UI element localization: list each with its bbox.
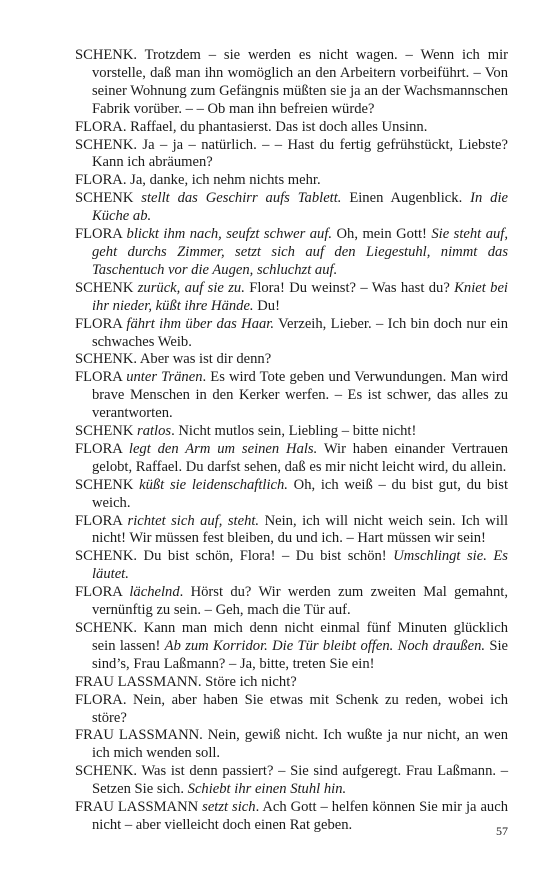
stage-direction: blickt ihm nach, seufzt schwer auf.: [126, 226, 333, 243]
dialogue-paragraph: [75, 226, 508, 280]
dialogue-text: . Ach Gott – helfen können Sie mir ja auch nicht – aber vielleicht doch einen Rat geben.: [92, 799, 509, 833]
dialogue-paragraph: [75, 119, 508, 137]
dialogue-paragraph: [75, 584, 508, 620]
dialogue-paragraph: [75, 477, 508, 513]
page-number: 57: [496, 824, 508, 838]
stage-direction: unter Tränen: [126, 369, 203, 386]
stage-direction: setzt sich: [202, 799, 256, 816]
stage-direction: stellt das Geschirr aufs Tablett.: [141, 190, 342, 207]
dialogue-text: FRAU LASSMANN. Störe ich nicht?: [75, 673, 297, 690]
dialogue-paragraph: [75, 369, 508, 423]
dialogue-paragraph: [75, 620, 508, 674]
dialogue-text: SCHENK. Was ist denn passiert? – Sie sind aufgeregt. Frau Laßmann. – Setzen Sie sich.: [75, 763, 508, 798]
dialogue-paragraph: [75, 763, 508, 799]
play-text: [75, 47, 508, 835]
dialogue-text: SCHENK. Ja – ja – natürlich. – – Hast du fertig gefrühstückt, Liebste? Kann ich abräumen?: [75, 136, 508, 171]
dialogue-text: FRAU LASSMANN: [75, 799, 203, 816]
dialogue-text: . Es wird Tote geben und Verwundungen. Man wird brave Menschen in den Kerker werfen. – Es ist schwer, das alles zu verantworten.: [92, 369, 509, 422]
dialogue-paragraph: [75, 190, 508, 226]
dialogue-text: FLORA: [75, 369, 127, 386]
stage-direction: richtet sich auf, steht.: [127, 512, 260, 529]
stage-direction: ratlos: [137, 423, 172, 440]
dialogue-paragraph: [75, 172, 508, 190]
stage-direction: legt den Arm um seinen Hals.: [128, 440, 318, 457]
dialogue-paragraph: [75, 316, 508, 352]
dialogue-text: FLORA: [75, 440, 129, 457]
dialogue-text: SCHENK. Trotzdem – sie werden es nicht wagen. – Wenn ich mir vorstelle, daß man ihn womöglich an den Arbeitern vorbeiführt. – Von seiner Wohnung zum Gefängnis müßten sie ja an der Wachsmannschen Fabrik vorüber. – – Ob man ihn befreien würde?: [75, 47, 508, 117]
stage-direction: lächelnd: [129, 584, 180, 601]
dialogue-text: SCHENK: [75, 190, 142, 207]
stage-direction: Ab zum Korridor. Die Tür bleibt offen. Noch draußen.: [164, 637, 486, 654]
dialogue-paragraph: [75, 674, 508, 692]
dialogue-text: Nein, ich will nicht weich sein. Ich will nicht! Wir müssen fest bleiben, du und ich. – Hart müssen wir sein!: [92, 512, 509, 547]
dialogue-text: FLORA. Nein, aber haben Sie etwas mit Schenk zu reden, wobei ich störe?: [75, 691, 508, 726]
dialogue-paragraph: [75, 513, 508, 549]
dialogue-paragraph: [75, 351, 508, 369]
stage-direction: In die Küche ab.: [92, 190, 509, 225]
dialogue-text: SCHENK: [75, 476, 140, 493]
dialogue-text: Wir haben einander Vertrauen gelobt, Raffael. Du darfst sehen, daß es mir nicht leicht wird, du allein.: [92, 440, 509, 475]
stage-direction: Schiebt ihr einen Stuhl hin.: [187, 781, 347, 798]
dialogue-paragraph: [75, 441, 508, 477]
dialogue-paragraph: [75, 799, 508, 835]
dialogue-text: FLORA. Ja, danke, ich nehm nichts mehr.: [75, 172, 321, 189]
dialogue-text: FLORA: [75, 226, 127, 243]
dialogue-paragraph: [75, 423, 508, 441]
dialogue-text: SCHENK. Aber was ist dir denn?: [75, 351, 272, 368]
dialogue-text: Du!: [253, 297, 280, 314]
dialogue-paragraph: [75, 548, 508, 584]
dialogue-text: SCHENK. Kann man mich denn nicht einmal fünf Minuten glücklich sein lassen!: [75, 620, 508, 654]
stage-direction: Kniet bei ihr nieder, küßt ihre Hände.: [92, 279, 508, 314]
dialogue-text: SCHENK: [75, 423, 138, 440]
dialogue-text: . Nicht mutlos sein, Liebling – bitte nicht!: [171, 423, 417, 440]
dialogue-text: FLORA: [75, 584, 130, 601]
dialogue-text: SCHENK: [75, 279, 138, 296]
dialogue-paragraph: [75, 692, 508, 728]
stage-direction: fährt ihm über das Haar.: [126, 315, 274, 332]
dialogue-text: Flora! Du weinst? – Was hast du?: [244, 279, 455, 296]
dialogue-text: Oh, mein Gott!: [332, 226, 432, 243]
dialogue-paragraph: [75, 280, 508, 316]
dialogue-text: Verzeih, Lieber. – Ich bin doch nur ein schwaches Weib.: [92, 315, 509, 350]
dialogue-text: FLORA: [75, 512, 128, 529]
dialogue-text: . Hörst du? Wir werden zum zweiten Mal gemahnt, vernünftig zu sein. – Geh, mach die Tür auf.: [92, 584, 508, 619]
stage-direction: zurück, auf sie zu.: [137, 279, 245, 296]
dialogue-paragraph: [75, 727, 508, 763]
dialogue-paragraph: [75, 137, 508, 173]
dialogue-paragraph: [75, 47, 508, 119]
dialogue-text: SCHENK. Du bist schön, Flora! – Du bist schön!: [75, 548, 394, 565]
stage-direction: Umschlingt sie. Es läutet.: [92, 548, 508, 583]
dialogue-text: FRAU LASSMANN. Nein, gewiß nicht. Ich wußte ja nur nicht, an wen ich mich wenden soll.: [75, 727, 508, 762]
dialogue-text: FLORA. Raffael, du phantasierst. Das ist doch alles Unsinn.: [75, 118, 428, 135]
dialogue-text: Einen Augenblick.: [341, 190, 471, 207]
stage-direction: Sie steht auf, geht durchs Zimmer, setzt sich auf den Liegestuhl, nimmt das Taschentuch vor die Augen, schluchzt auf.: [92, 226, 508, 278]
dialogue-text: Oh, ich weiß – du bist gut, du bist weich.: [92, 476, 509, 511]
dialogue-text: FLORA: [75, 315, 127, 332]
stage-direction: küßt sie leidenschaftlich.: [139, 476, 288, 493]
dialogue-text: Sie sind’s, Frau Laßmann? – Ja, bitte, treten Sie ein!: [92, 637, 508, 672]
